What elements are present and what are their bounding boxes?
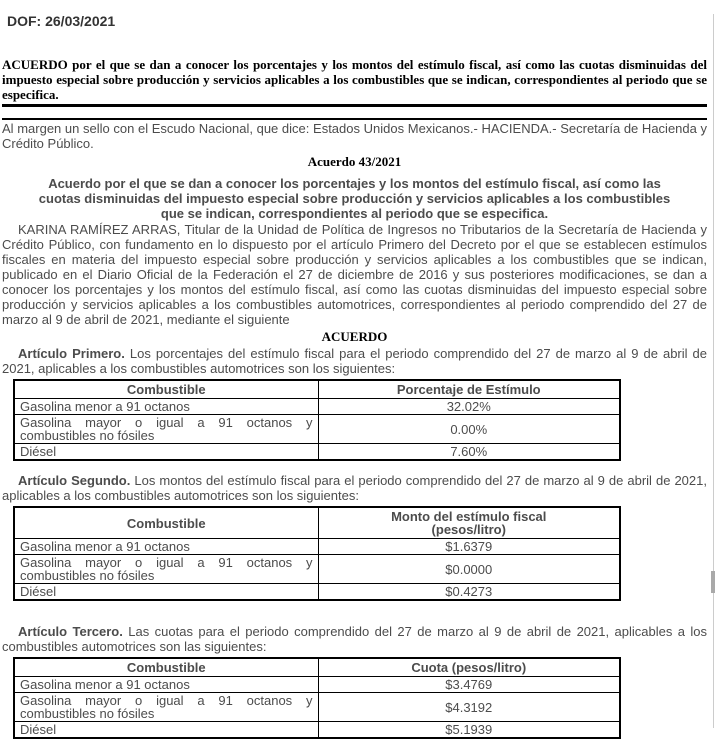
table-header-row	[14, 380, 620, 399]
articulo-tercero-paragraph	[2, 624, 707, 654]
articulo-tercero-text: Las cuotas para el periodo comprendido del 27 de marzo al 9 de abril de 2021, aplicables a los combustibles automotrices son las siguientes:	[2, 624, 707, 654]
value-cell: $0.4273	[318, 584, 620, 601]
fuel-cell: Gasolina menor a 91 octanos	[14, 677, 318, 693]
fuel-cell: Gasolina mayor o igual a 91 octanos y combustibles no fósiles	[14, 415, 318, 444]
table-header-row	[14, 507, 620, 539]
cuota-table	[13, 657, 621, 739]
estimulo-percentage-table	[13, 379, 621, 461]
value-cell: 0.00%	[318, 415, 620, 444]
margin-seal-note: Al margen un sello con el Escudo Nacional, que dice: Estados Unidos Mexicanos.- HACIENDA.- Secretaría de Hacienda y Crédito Público.	[2, 121, 707, 151]
table-row	[14, 399, 620, 415]
articulo-primero-text: Los porcentajes del estímulo fiscal para el periodo comprendido del 27 de marzo al 9 de abril de 2021, aplicables a los combustibles automotrices son los siguientes:	[2, 346, 707, 376]
value-cell: $1.6379	[318, 539, 620, 555]
section-divider-rule	[2, 118, 707, 120]
fuel-cell: Gasolina mayor o igual a 91 octanos y combustibles no fósiles	[14, 693, 318, 722]
table-row	[14, 444, 620, 461]
table-header-row	[14, 658, 620, 677]
acuerdo-subtitle	[2, 176, 707, 221]
acuerdo-number-heading: Acuerdo 43/2021	[307, 154, 402, 169]
value-cell: $4.3192	[318, 693, 620, 722]
value-cell: 7.60%	[318, 444, 620, 461]
percentage-column-header	[318, 380, 620, 399]
document-content	[0, 14, 716, 739]
fuel-column-header: Combustible	[14, 507, 318, 539]
acuerdo-subtitle-line3: que se indican, correspondientes al periodo que se especifica.	[160, 206, 549, 221]
fuel-cell: Gasolina menor a 91 octanos	[14, 399, 318, 415]
table-row	[14, 539, 620, 555]
table-row	[14, 584, 620, 601]
cuota-column-header-line1: Cuota (pesos/litro)	[411, 660, 527, 675]
acuerdo-section-heading: ACUERDO	[321, 329, 388, 344]
articulo-segundo-paragraph	[2, 473, 707, 503]
fuel-cell: Diésel	[14, 584, 318, 601]
value-cell: $3.4769	[318, 677, 620, 693]
articulo-segundo-text: Los montos del estímulo fiscal para el periodo comprendido del 27 de marzo al 9 de abril de 2021, aplicables a los combustibles automotrices son los siguientes:	[2, 473, 707, 503]
fuel-column-header: Combustible	[14, 658, 318, 677]
value-cell: 32.02%	[318, 399, 620, 415]
amount-column-header-line2: (pesos/litro)	[431, 522, 506, 537]
document-title: ACUERDO por el que se dan a conocer los porcentajes y los montos del estímulo fiscal, así como las cuotas disminuidas del impuesto especial sobre producción y servicios aplicables a los combustibles que se indican, correspondientes al periodo que se especifica.	[2, 57, 707, 107]
estimulo-amount-table	[13, 506, 621, 601]
value-cell: $5.1939	[318, 722, 620, 739]
articulo-primero-paragraph	[2, 346, 707, 376]
fuel-cell: Diésel	[14, 444, 318, 461]
table-row	[14, 677, 620, 693]
articulo-primero-label: Artículo Primero.	[18, 346, 125, 361]
cuota-column-header	[318, 658, 620, 677]
value-cell: $0.0000	[318, 555, 620, 584]
table-row	[14, 415, 620, 444]
scrollbar-thumb[interactable]	[711, 571, 715, 593]
fuel-column-header: Combustible	[14, 380, 318, 399]
scrollbar-track[interactable]	[713, 14, 714, 728]
fuel-cell: Diésel	[14, 722, 318, 739]
articulo-tercero-label: Artículo Tercero.	[18, 624, 123, 639]
table-row	[14, 693, 620, 722]
articulo-segundo-label: Artículo Segundo.	[18, 473, 131, 488]
amount-column-header	[318, 507, 620, 539]
dof-document-page	[0, 13, 716, 737]
dof-date: DOF: 26/03/2021	[7, 13, 116, 29]
amount-column-header-line1: Monto del estímulo fiscal	[391, 509, 547, 524]
percentage-column-header-line1: Porcentaje de Estímulo	[396, 382, 541, 397]
fuel-cell: Gasolina mayor o igual a 91 octanos y combustibles no fósiles	[14, 555, 318, 584]
acuerdo-subtitle-line2: cuotas disminuidas del impuesto especial sobre producción y servicios aplicables a los combustibles	[38, 191, 671, 206]
table-row	[14, 722, 620, 739]
fuel-cell: Gasolina menor a 91 octanos	[14, 539, 318, 555]
intro-paragraph: KARINA RAMÍREZ ARRAS, Titular de la Unidad de Política de Ingresos no Tributarios de la Secretaría de Hacienda y Crédito Público, con fundamento en lo dispuesto por el artículo Primero del Decreto por el que se establecen estímulos fiscales en materia del impuesto especial sobre producción y servicios aplicables a los combustibles que se indican, publicado en el Diario Oficial de la Federación el 27 de diciembre de 2016 y sus posteriores modificaciones, se dan a conocer los porcentajes y los montos del estímulo fiscal, así como las cuotas disminuidas del impuesto especial sobre producción y servicios aplicables a los combustibles automotrices, correspondientes al periodo comprendido del 27 de marzo al 9 de abril de 2021, mediante el siguiente	[2, 222, 707, 327]
acuerdo-subtitle-line1: Acuerdo por el que se dan a conocer los porcentajes y los montos del estímulo fiscal, así como las	[48, 176, 661, 191]
table-row	[14, 555, 620, 584]
